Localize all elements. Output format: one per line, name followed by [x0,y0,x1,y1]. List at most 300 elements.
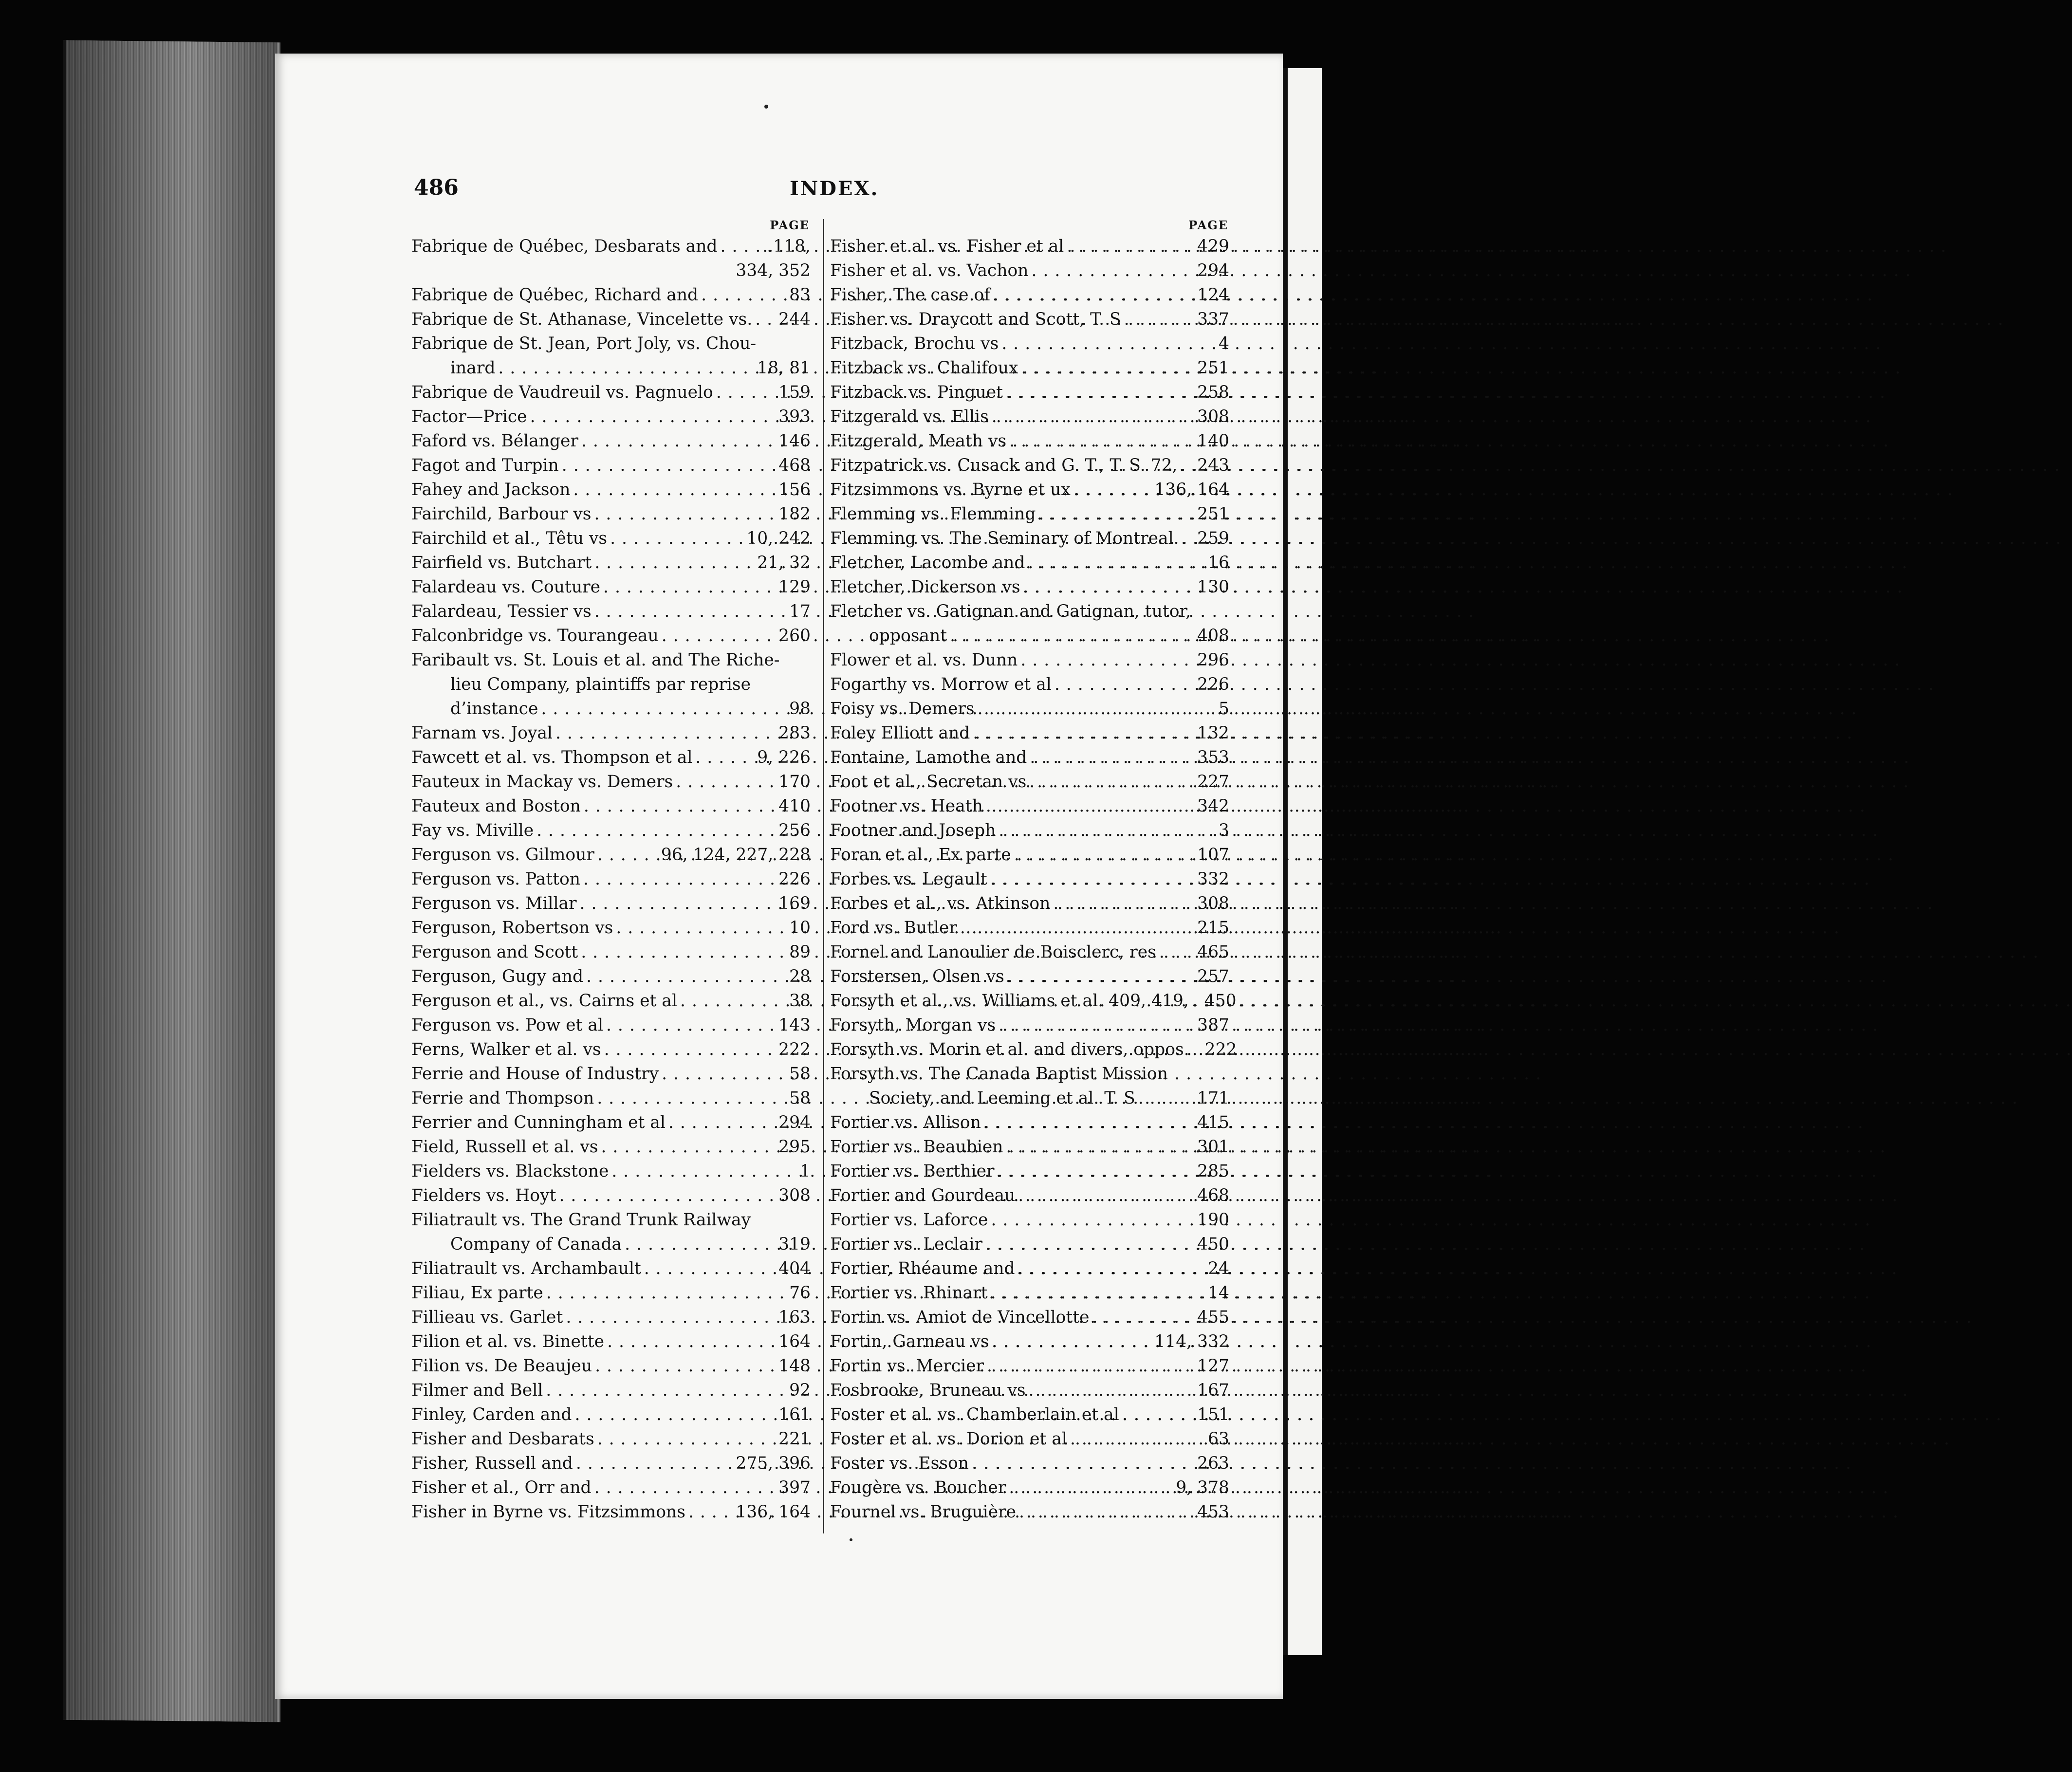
dot-leader [1009,1476,1173,1500]
entry-pages: 98 [789,699,811,719]
index-entry [411,843,811,867]
page-column-label: PAGE [770,218,810,232]
index-entry [411,575,811,599]
entry-name: Fisher, The case of [830,285,991,305]
entry-name: Fortier, Rhéaume and [830,1259,1015,1278]
entry-pages: 465 [1197,942,1229,962]
page-number: 486 [414,175,459,200]
entry-pages: 96, 124, 227, 228 [661,845,811,865]
index-entry [411,1256,811,1281]
dot-leader [721,234,760,258]
entry-pages: 21, 32 [757,553,811,572]
dot-leader [676,770,776,794]
dot-leader [992,1329,1152,1354]
entry-pages: 263 [1197,1454,1229,1473]
entry-name: Ford vs. Butler [830,918,957,938]
dot-leader [573,478,776,502]
entry-pages: 251 [1197,504,1229,524]
entry-pages: 308 [1197,894,1229,913]
dot-leader [607,1329,776,1354]
entry-name: Fitzback, Brochu vs [830,334,999,353]
entry-pages: 334, 352 [736,261,811,280]
index-entry [411,745,811,770]
entry-name: Flemming vs. Flemming [830,504,1036,524]
index-entry [411,1062,811,1086]
dot-leader [1054,672,1194,697]
entry-pages: 136, 164 [736,1502,811,1522]
entry-pages: 260 [778,626,811,646]
entry-name: Filiatrault vs. The Grand Trunk Railway [411,1210,751,1230]
index-entry [411,721,811,745]
index-entry [411,356,811,380]
index-entry [411,624,811,648]
dot-leader [644,1256,776,1281]
entry-pages: 455 [1197,1308,1229,1327]
index-entry [411,940,811,964]
index-entry [830,916,1229,940]
index-entry [411,526,811,551]
entry-pages: 143 [778,1015,811,1035]
entry-pages: 408 [1197,626,1229,646]
entry-pages: 468 [778,456,811,475]
entry-name: Foster vs. Esson [830,1454,969,1473]
index-entry [411,283,811,307]
entry-pages: 301 [1197,1137,1229,1157]
entry-pages: 257 [1197,967,1229,986]
entry-pages: 161 [778,1405,811,1424]
index-entry [411,1500,811,1524]
index-entry [830,672,1229,697]
index-entry [830,964,1229,989]
dot-leader [701,283,786,307]
index-entry [411,405,811,429]
index-entry [411,1403,811,1427]
entry-pages: 308 [1197,407,1229,426]
dot-leader [555,721,776,745]
left-index-column [411,217,811,1524]
entry-name: Factor—Price [411,407,527,426]
entry-pages: 151 [1197,1405,1229,1424]
dot-leader [1030,745,1194,770]
entry-name: Faford vs. Bélanger [411,431,578,451]
index-entry [411,1305,811,1329]
left-entry-list [411,234,811,1524]
index-entry [830,1378,1229,1403]
index-entry [830,1256,1229,1281]
entry-pages: 319 [778,1235,811,1254]
dot-leader [1007,964,1194,989]
index-entry [411,551,811,575]
dot-leader [991,1281,1205,1305]
entry-pages: 136, 164 [1154,480,1229,499]
entry-name: Filion vs. De Beaujeu [411,1356,592,1376]
entry-pages: 4 [1219,334,1229,353]
index-entry [830,1037,1237,1062]
entry-name: Forbes vs. Legault [830,869,987,889]
index-entry [830,1329,1229,1354]
index-entry [830,356,1229,380]
dot-leader [987,1354,1194,1378]
dot-leader [1018,1183,1194,1208]
entry-name: Fawcett et al. vs. Thompson et al [411,748,693,767]
entry-pages: 163 [778,1308,811,1327]
entry-name: Foster et al. vs. Dorion et al [830,1429,1067,1449]
dot-leader [1192,1037,1202,1062]
dot-leader [1053,891,1194,916]
index-entry [830,624,1229,648]
entry-name: Ferrie and House of Industry [411,1064,659,1084]
entry-name: Finley, Carden and [411,1405,572,1424]
dot-leader [546,1281,786,1305]
entry-pages: 164 [778,1332,811,1351]
entry-name: Fielders vs. Hoyt [411,1186,556,1205]
index-entry [830,1305,1229,1329]
index-entry [830,1135,1229,1159]
entry-pages: 387 [1197,1015,1229,1035]
index-entry [411,429,811,453]
index-entry [830,940,1229,964]
entry-pages: 159 [778,383,811,402]
entry-name: Foot et al., Secretan vs [830,772,1027,792]
entry-name: Fitzgerald vs. Ellis [830,407,989,426]
entry-name: Fortin vs. Amiot de Vincellotte [830,1308,1090,1327]
entry-name: Fisher, Russell and [411,1454,573,1473]
dot-leader [1092,1305,1195,1329]
entry-pages: 9, 378 [1176,1478,1229,1497]
dot-leader [606,1013,776,1037]
page-column-label: PAGE [1188,218,1228,232]
dot-leader [583,867,776,891]
entry-name: Forsyth, Morgan vs [830,1015,996,1035]
entry-name: Forbes et al., vs. Atkinson [830,894,1051,913]
entry-name: Fitzback vs. Chalifoux [830,358,1018,378]
entry-name: Fagot and Turpin [411,456,559,475]
dot-leader [1124,307,1195,332]
entry-name: Fitzback vs. Pinguet [830,383,1003,402]
entry-name: Fisher in Byrne vs. Fitzsimmons [411,1502,685,1522]
paper-speck [764,105,768,109]
dot-leader [597,843,658,867]
entry-name: Ferguson vs. Millar [411,894,577,913]
entry-name: Fitzsimmons vs. Byrne et ux [830,480,1071,499]
index-entry [411,380,811,405]
entry-name: Falardeau, Tessier vs [411,602,592,621]
dot-leader [1029,770,1194,794]
index-entry [411,478,811,502]
index-entry [411,1476,811,1500]
entry-pages: 294 [1197,261,1229,280]
index-entry [830,1159,1229,1183]
index-entry [411,672,811,697]
dot-leader [530,405,776,429]
index-entry [830,1281,1229,1305]
entry-name: Fornel and Lanoulier de Boisclerc, res [830,942,1156,962]
dot-leader [541,697,786,721]
entry-name: Fisher et al., Orr and [411,1478,592,1497]
index-entry [830,770,1229,794]
entry-pages: 171 [1197,1089,1229,1108]
dot-leader [595,1354,776,1378]
entry-pages: 258 [1197,383,1229,402]
dot-leader [581,940,786,964]
entry-pages: 259 [1197,529,1229,548]
entry-pages: 28 [789,967,811,986]
index-entry [411,1013,811,1037]
dot-leader [498,356,754,380]
index-entry [830,551,1229,575]
entry-name: Fournel vs. Bruguière [830,1502,1017,1522]
index-entry [830,867,1229,891]
entry-name: Forsyth et al., vs. Williams et al. 409, 419, [830,991,1189,1011]
dot-leader [594,502,776,526]
index-entry [830,1354,1229,1378]
entry-name: Fletcher, Dickerson vs [830,577,1020,597]
dot-leader [584,794,776,818]
entry-name: Ferguson et al., vs. Cairns et al [411,991,678,1011]
entry-name: Ferguson vs. Patton [411,869,581,889]
index-entry [411,1208,811,1232]
index-entry [830,1476,1229,1500]
index-entry [411,1281,811,1305]
dot-leader [1021,356,1194,380]
entry-name: Fielders vs. Blackstone [411,1162,609,1181]
entry-name: Field, Russell et al. vs [411,1137,598,1157]
entry-pages: 308 [778,1186,811,1205]
entry-name: Fortier vs. Beaubien [830,1137,1003,1157]
entry-name: Fitzgerald, Meath vs [830,431,1007,451]
running-title: INDEX. [790,177,879,200]
index-entry [411,1135,811,1159]
entry-pages: 244 [778,310,811,329]
entry-name: Ferguson, Robertson vs [411,918,613,938]
index-entry [830,1427,1229,1451]
entry-pages: 404 [778,1259,811,1278]
paper-speck [850,1538,852,1541]
entry-name: Faribault vs. St. Louis et al. and The Riche- [411,650,780,670]
index-entry [830,1232,1229,1256]
entry-pages: 226 [778,869,811,889]
entry-pages: 114, 332 [1154,1332,1229,1351]
dot-leader [668,1110,776,1135]
index-entry [411,964,811,989]
index-entry [830,721,1229,745]
entry-pages: 63 [1208,1429,1229,1449]
index-entry [830,843,1229,867]
entry-pages: 5 [1219,699,1229,719]
index-entry [411,1232,811,1256]
dot-leader [562,453,776,478]
entry-name: Forstersen, Olsen vs [830,967,1004,986]
dot-leader [1001,332,1216,356]
entry-name: d’instance [450,699,538,719]
entry-name: Footner and Joseph [830,821,996,840]
dot-leader [597,1427,776,1451]
dot-leader [960,916,1194,940]
dot-leader [990,867,1194,891]
index-entry [411,818,811,843]
dot-leader [1028,551,1205,575]
entry-name: Falconbridge vs. Tourangeau [411,626,659,646]
entry-pages: 285 [1197,1162,1229,1181]
entry-pages: 58 [789,1064,811,1084]
entry-pages: 169 [778,894,811,913]
index-entry [830,1500,1229,1524]
right-index-column [830,217,1237,1524]
dot-leader [536,818,776,843]
entry-name: Foster et al. vs. Chamberlain et al [830,1405,1119,1424]
entry-name: Ferguson, Gugy and [411,967,584,986]
dot-leader [992,405,1194,429]
dot-leader [1019,1500,1194,1524]
entry-pages: 76 [789,1283,811,1303]
entry-pages: 222 [778,1040,811,1059]
index-entry [411,1354,811,1378]
dot-leader [755,307,776,332]
index-entry [411,648,811,672]
entry-pages: 190 [1197,1210,1229,1230]
dot-leader [1032,258,1195,283]
entry-pages: 275, 396 [736,1454,811,1473]
entry-name: Fortier vs. Leclair [830,1235,982,1254]
entry-name: Company of Canada [450,1235,622,1254]
entry-name: Fortier and Gourdeau [830,1186,1016,1205]
dot-leader [1006,380,1194,405]
index-entry [411,867,811,891]
index-entry [830,1062,1229,1086]
index-entry [830,1451,1229,1476]
index-entry [830,697,1229,721]
dot-leader [594,1476,776,1500]
entry-name: Filiatrault vs. Archambault [411,1259,641,1278]
entry-name: Forsyth vs. The Canada Baptist Mission [830,1064,1168,1084]
index-entry [830,258,1229,283]
index-entry [830,502,1229,526]
index-entry [830,453,1229,478]
index-entry [411,697,811,721]
index-entry [411,453,811,478]
entry-pages: 453 [1197,1502,1229,1522]
entry-name: Fabrique de St. Jean, Port Joly, vs. Chou- [411,334,757,353]
dot-leader [1029,1378,1195,1403]
dot-leader [1122,1403,1194,1427]
entry-name: Fairfield vs. Butchart [411,553,592,572]
index-entry [830,405,1229,429]
entry-pages: 167 [1197,1381,1229,1400]
dot-leader [603,575,776,599]
entry-pages: 243 [1197,456,1229,475]
dot-leader [998,1159,1195,1183]
dot-leader [716,380,776,405]
entry-pages: 10 [789,918,811,938]
entry-name: Ferrier and Cunningham et al [411,1113,666,1132]
dot-leader [1192,989,1202,1013]
index-entry [411,1086,811,1110]
dot-leader [1038,502,1194,526]
dot-leader [1023,575,1195,599]
entry-pages: 294 [778,1113,811,1132]
dot-leader [662,624,776,648]
entry-name: Fosbrooke, Bruneau vs [830,1381,1026,1400]
index-entry [830,989,1237,1013]
entry-pages: ..118, [762,237,811,256]
entry-pages: 221 [778,1429,811,1449]
entry-name: Flemming vs. The Seminary of Montreal. [830,529,1179,548]
index-entry [830,891,1229,916]
entry-pages: 410 [778,796,811,816]
entry-pages: 215 [1197,918,1229,938]
index-entry [411,1037,811,1062]
index-entry [411,1451,811,1476]
entry-name: opposant [869,626,947,646]
entry-pages: 107 [1197,845,1229,865]
entry-pages: 38 [789,991,811,1011]
index-entry [411,916,811,940]
index-entry [830,1183,1229,1208]
dot-leader [984,1110,1194,1135]
entry-pages: 222 [1204,1040,1237,1059]
dot-leader [695,745,754,770]
entry-pages: 10, 242 [746,529,811,548]
entry-name: Foran et al., Ex parte [830,845,1011,865]
dot-leader [610,526,743,551]
entry-name: inard [450,358,496,378]
entry-name: Farnam vs. Joyal [411,723,553,743]
dot-leader [662,1062,786,1086]
entry-pages: 468 [1197,1186,1229,1205]
index-entry [411,1159,811,1183]
entry-name: Fisher et al. vs. Fisher et al [830,237,1064,256]
entry-pages: 332 [1197,869,1229,889]
index-entry [830,599,1229,624]
entry-pages: 256 [778,821,811,840]
dot-leader [586,964,786,989]
entry-name: Ferguson vs. Gilmour [411,845,594,865]
dot-leader [597,1086,786,1110]
index-entry [830,1013,1229,1037]
dot-leader [986,794,1194,818]
entry-pages: 342 [1197,796,1229,816]
index-entry [830,794,1229,818]
entry-pages: 170 [778,772,811,792]
dot-leader [973,721,1194,745]
index-entry [411,1378,811,1403]
index-entry [830,307,1229,332]
entry-name: Fabrique de Québec, Richard and [411,285,699,305]
dot-leader [625,1232,776,1256]
entry-pages: 132 [1197,723,1229,743]
index-entry [830,380,1229,405]
entry-name: Forsyth vs. Morin et al. and divers, oppos. [830,1040,1189,1059]
right-entry-list [830,234,1237,1524]
entry-name: Fortier vs. Berthier [830,1162,995,1181]
dot-leader [1070,1427,1205,1451]
entry-pages: 83 [789,285,811,305]
entry-name: Ferguson vs. Pow et al [411,1015,603,1035]
entry-name: Fontaine, Lamothe and [830,748,1027,767]
dot-leader [978,697,1216,721]
index-entry [830,234,1229,258]
entry-pages: 18, 81 [757,358,811,378]
entry-pages: 3 [1219,821,1229,840]
entry-name: Fairchild et al., Têtu vs [411,529,608,548]
entry-pages: 24 [1208,1259,1229,1278]
entry-pages: 337 [1197,310,1229,329]
dot-leader [559,1183,776,1208]
entry-pages: 226 [1197,675,1229,694]
dot-leader [1067,234,1194,258]
dot-leader [985,1232,1194,1256]
entry-name: Fabrique de Vaudreuil vs. Pagnuelo [411,383,713,402]
